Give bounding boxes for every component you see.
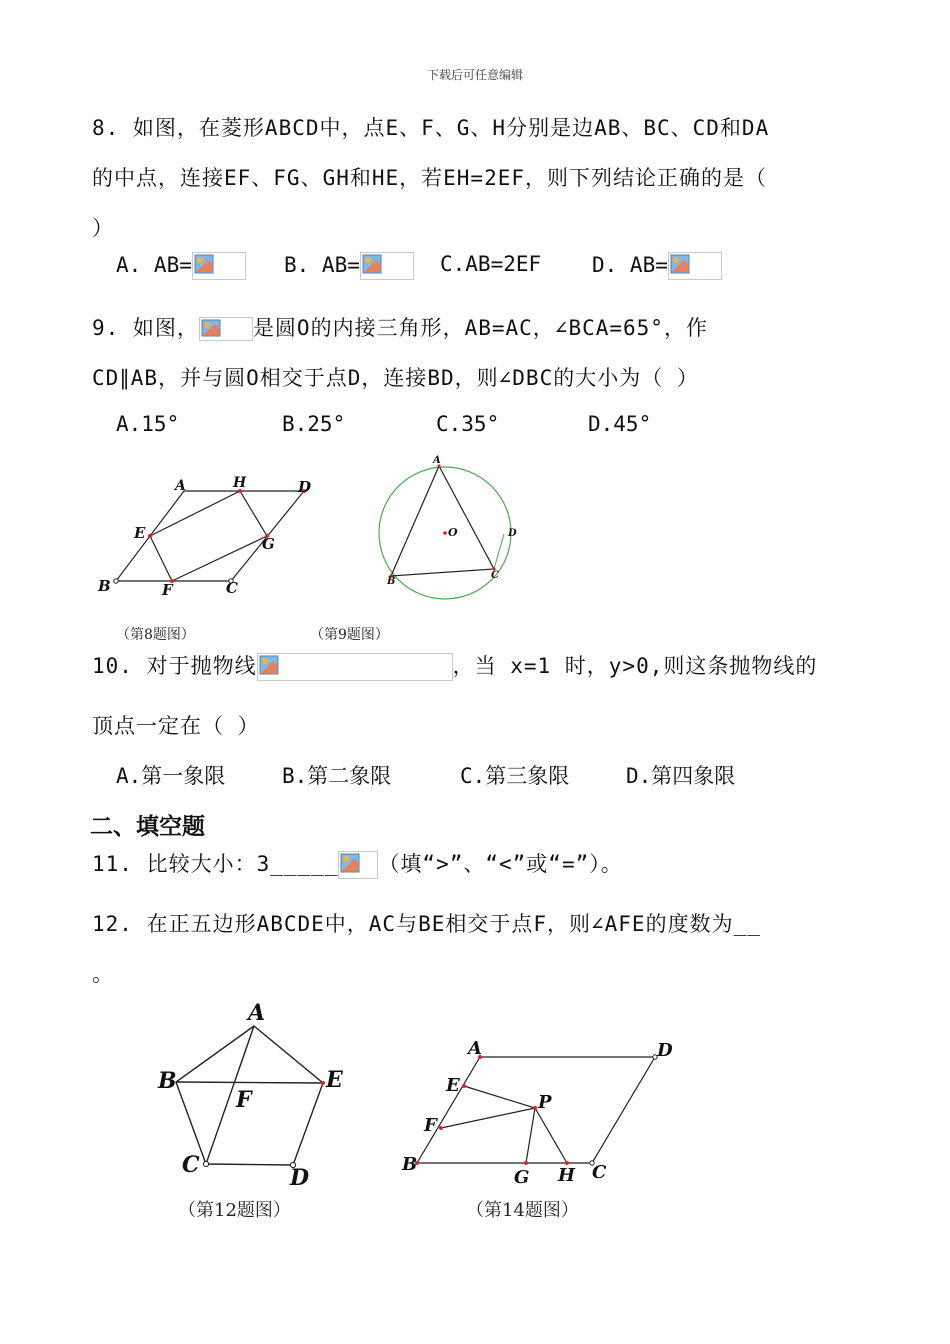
label-p: P [538, 1092, 552, 1113]
label-d: D [508, 528, 517, 539]
label-e: E [326, 1067, 343, 1093]
label-b: B [402, 1154, 418, 1175]
label-d: D [657, 1040, 673, 1061]
q10-option-d[interactable]: D.第四象限 [626, 764, 736, 788]
q12-line2: 。 [92, 962, 114, 986]
label-h: H [233, 475, 247, 491]
formula-image-placeholder [192, 252, 246, 280]
q11-end: （填“>”、“<”或“=”）。 [378, 852, 623, 876]
figure-8-rhombus [90, 465, 330, 605]
q9-option-c[interactable]: C.35° [436, 412, 500, 436]
label-f: F [424, 1115, 437, 1136]
q9-line1 [92, 312, 708, 342]
q9-option-b[interactable]: B.25° [282, 412, 346, 436]
formula-image-placeholder [668, 252, 722, 280]
label-f: F [236, 1087, 252, 1113]
label-e: E [446, 1075, 460, 1096]
label-c: C [592, 1162, 607, 1183]
q9-option-d[interactable]: D.45° [588, 412, 652, 436]
point-p [533, 1106, 537, 1110]
q9-line1-start: 9. 如图， [92, 316, 199, 340]
page-header: 下载后可任意编辑 [426, 68, 523, 82]
label-f: F [162, 581, 173, 599]
broken-image-icon [201, 319, 221, 337]
q9-option-a[interactable]: A.15° [116, 412, 180, 436]
formula-image-placeholder [257, 653, 453, 681]
point-g [524, 1161, 528, 1165]
center-o [443, 531, 447, 535]
label-c: C [226, 579, 238, 597]
label-h: H [558, 1165, 576, 1186]
figure-9-caption: （第9题图） [310, 627, 389, 643]
q9-line1-end: 是圆O的内接三角形，AB=AC，∠BCA=65°，作 [252, 316, 708, 340]
broken-image-icon [670, 254, 690, 274]
figure-14-caption: （第14题图） [466, 1200, 579, 1221]
quad-ehgf [150, 491, 267, 581]
q12-line1: 12. 在正五边形ABCDE中，AC与BE相交于点F，则∠AFE的度数为__ [92, 912, 761, 936]
triangle-abc [391, 466, 494, 576]
q8-option-c[interactable]: C.AB=2EF [440, 252, 542, 276]
label-b: B [158, 1068, 177, 1094]
label-o: O [448, 526, 458, 539]
q11-start: 11. 比较大小：3_____ [92, 852, 339, 876]
point-e [321, 1081, 325, 1085]
q10-option-a[interactable]: A.第一象限 [116, 764, 226, 788]
q10-line1-start: 10. 对于抛物线 [92, 654, 257, 678]
figure-12-pentagon [150, 995, 360, 1195]
q8-line2: 的中点，连接EF、FG、GH和HE，若EH=2EF，则下列结论正确的是（ [92, 166, 768, 190]
q8-option-b-label: B. AB= [284, 253, 360, 277]
q10-line1-end: ，当 x=1 时，y>0,则这条抛物线的 [452, 654, 818, 678]
label-g: G [262, 535, 275, 553]
figure-8-caption: （第8题图） [116, 627, 195, 643]
label-c: C [182, 1152, 200, 1178]
formula-image-placeholder [360, 252, 414, 280]
q8-option-d[interactable] [592, 252, 722, 280]
figure-14-parallelogram [400, 1030, 690, 1190]
figure-12-caption: （第12题图） [178, 1200, 291, 1221]
point-c [203, 1161, 208, 1166]
broken-image-icon [340, 853, 360, 873]
q11-line [92, 848, 623, 879]
label-b: B [98, 577, 111, 595]
q10-option-b[interactable]: B.第二象限 [282, 764, 392, 788]
point-e [148, 534, 152, 538]
point-e [462, 1084, 466, 1088]
broken-image-icon [362, 254, 382, 274]
segment-cd [494, 534, 504, 569]
label-d: D [290, 1165, 310, 1191]
figure-9-circle [370, 452, 530, 602]
formula-image-placeholder [199, 317, 253, 341]
q10-line1 [92, 650, 817, 681]
label-g: G [514, 1167, 530, 1188]
q8-line3: ） [92, 216, 114, 240]
q8-option-a-label: A. AB= [116, 253, 192, 277]
label-b: B [387, 576, 396, 587]
point-f [439, 1126, 443, 1130]
label-e: E [134, 524, 146, 542]
diagonal-be [176, 1082, 323, 1083]
label-a: A [175, 478, 186, 494]
q9-line2: CD∥AB，并与圆O相交于点D，连接BD，则∠DBC的大小为（ ） [92, 366, 699, 390]
label-a: A [248, 1000, 266, 1026]
q8-option-d-label: D. AB= [592, 253, 668, 277]
q8-option-b[interactable] [284, 252, 414, 280]
segment-pg [526, 1108, 535, 1163]
point-b [114, 579, 118, 583]
label-c: C [491, 570, 499, 581]
label-d: D [298, 478, 312, 496]
label-a: A [433, 455, 441, 466]
broken-image-icon [194, 254, 214, 274]
section-heading-fill-in: 二、填空题 [90, 814, 205, 840]
broken-image-icon [259, 655, 279, 675]
segment-ph [535, 1108, 567, 1163]
q10-line2: 顶点一定在（ ） [92, 714, 260, 738]
q10-option-c[interactable]: C.第三象限 [460, 764, 570, 788]
q8-option-a[interactable] [116, 252, 246, 280]
label-a: A [468, 1038, 482, 1059]
q8-line1: 8. 如图，在菱形ABCD中，点E、F、G、H分别是边AB、BC、CD和DA [92, 116, 770, 140]
formula-image-placeholder [338, 851, 378, 879]
